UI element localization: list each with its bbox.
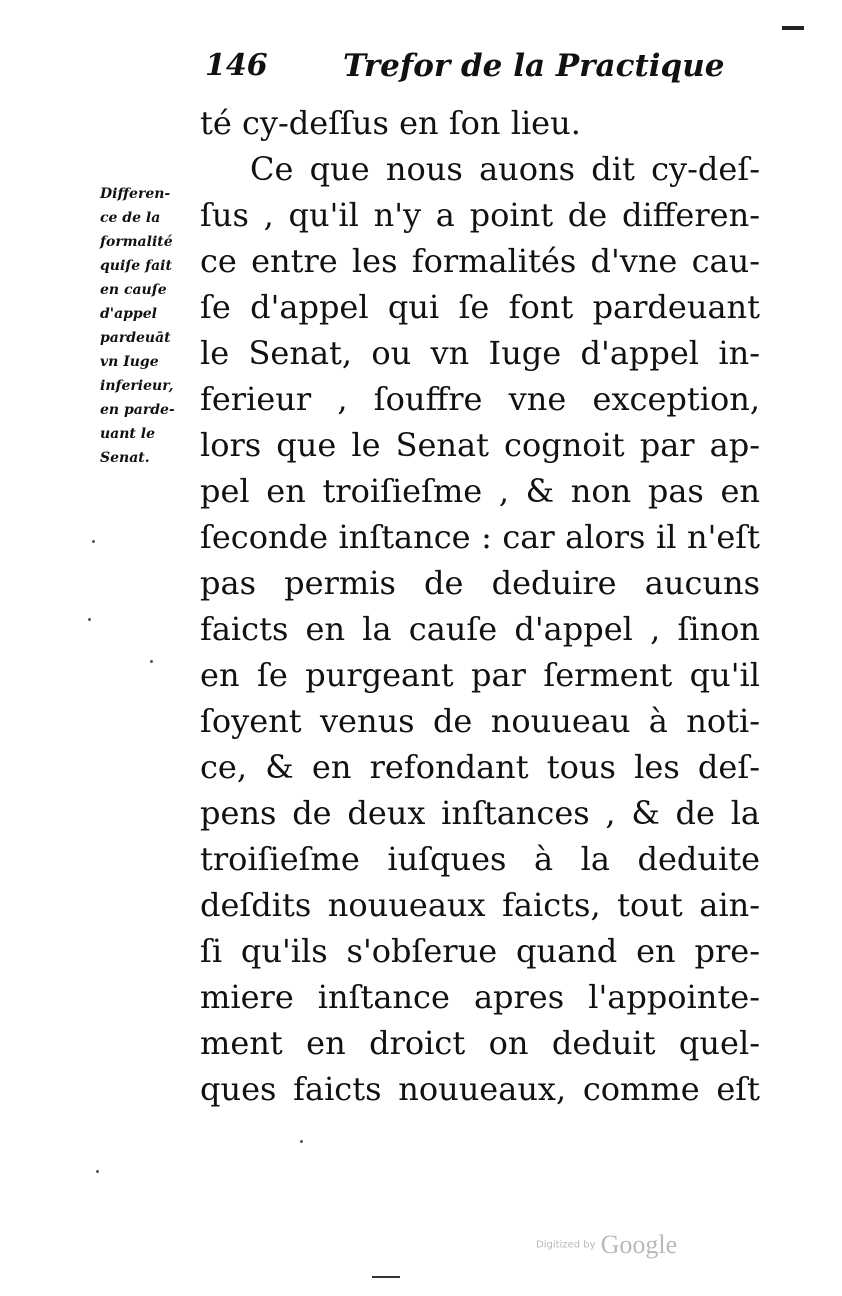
- text-line: ques faicts nouueaux, comme eſt: [200, 1070, 760, 1108]
- text-line: en ſe purgeant par ſerment qu'il: [200, 656, 760, 694]
- page-header: [205, 48, 725, 96]
- ink-speck: [88, 618, 91, 621]
- google-logo: Google: [600, 1230, 678, 1259]
- text-line: ſus , qu'il n'y a point de differen-: [200, 196, 760, 234]
- margin-note-line: Senat.: [100, 450, 150, 466]
- margin-note-line: en cauſe: [100, 282, 167, 298]
- ink-speck: [150, 660, 153, 663]
- text-line: pens de deux inſtances , & de la: [200, 794, 760, 832]
- footer-ink-mark: [372, 1276, 400, 1278]
- text-line: ce, & en refondant tous les deſ-: [200, 748, 760, 786]
- watermark-prefix: Digitized by: [536, 1239, 596, 1251]
- margin-note: [100, 182, 208, 470]
- text-line: deſdits nouueaux faicts, tout ain-: [200, 886, 760, 924]
- body-text: [200, 100, 760, 1112]
- text-line: troiſieſme iuſques à la deduite: [200, 840, 760, 878]
- digitized-by-google-watermark: [536, 1230, 677, 1260]
- running-title: Trefor de la Practique: [343, 48, 725, 84]
- text-line: le Senat, ou vn Iuge d'appel in-: [200, 334, 760, 372]
- margin-note-line: ce de la: [100, 210, 161, 226]
- margin-note-line: en parde-: [100, 402, 175, 418]
- text-line: pel en troiſieſme , & non pas en: [200, 472, 760, 510]
- text-line: ferieur , ſouffre vne exception,: [200, 380, 760, 418]
- text-line: ſi qu'ils s'obſerue quand en pre-: [200, 932, 760, 970]
- text-line: ce entre les formalités d'vne cau-: [200, 242, 760, 280]
- ink-speck: [300, 1140, 303, 1143]
- text-line: lors que le Senat cognoit par ap-: [200, 426, 760, 464]
- ink-speck: [92, 540, 95, 543]
- margin-note-line: pardeuāt: [100, 330, 171, 346]
- text-line: té cy-deſſus en ſon lieu.: [200, 104, 581, 142]
- text-line: Ce que nous auons dit cy-deſ-: [250, 150, 760, 188]
- text-line: ſe d'appel qui ſe font pardeuant: [200, 288, 760, 326]
- margin-note-line: formalité: [100, 234, 173, 250]
- margin-note-line: inferieur,: [100, 378, 174, 394]
- text-line: faicts en la cauſe d'appel , ſinon: [200, 610, 760, 648]
- margin-note-line: vn Iuge: [100, 354, 159, 370]
- text-line: ſeconde inſtance : car alors il n'eſt: [200, 518, 760, 556]
- text-line: pas permis de deduire aucuns: [200, 564, 760, 602]
- text-line: ſoyent venus de nouueau à noti-: [200, 702, 760, 740]
- margin-note-line: uant le: [100, 426, 155, 442]
- margin-note-line: Differen-: [100, 186, 171, 202]
- ink-speck: [96, 1170, 99, 1173]
- corner-ink-mark: [782, 26, 804, 30]
- text-line: ment en droict on deduit quel-: [200, 1024, 760, 1062]
- text-line: miere inſtance apres l'appointe-: [200, 978, 760, 1016]
- margin-note-line: d'appel: [100, 306, 157, 322]
- page-number: 146: [205, 48, 268, 83]
- margin-note-line: quiſe fait: [100, 258, 172, 274]
